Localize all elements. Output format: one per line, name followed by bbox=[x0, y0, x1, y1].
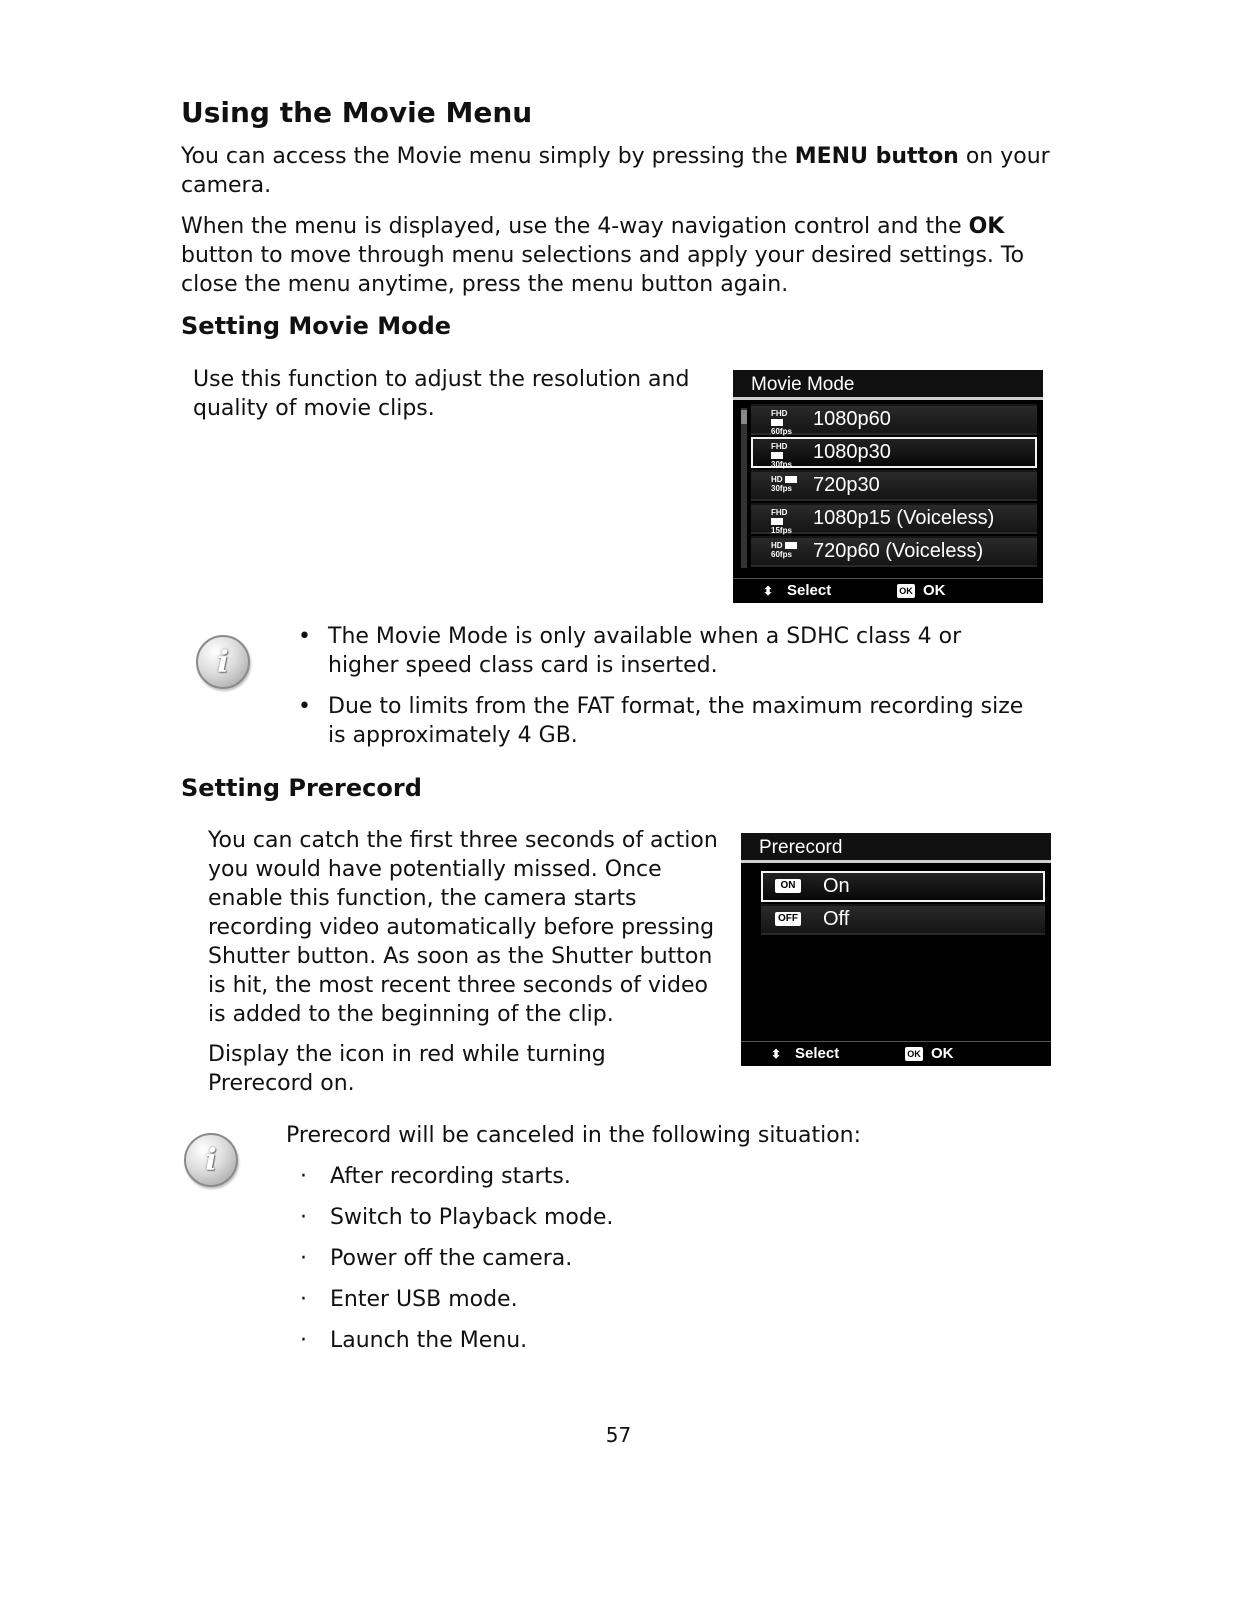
intro-p2-bold: OK bbox=[968, 214, 1005, 239]
movie-mode-item-1080p30[interactable] bbox=[751, 437, 1037, 468]
note-item bbox=[298, 692, 1038, 750]
movie-mode-scrollbar[interactable] bbox=[741, 408, 747, 568]
bullet-icon: • bbox=[298, 694, 311, 719]
note-text: Power off the camera. bbox=[330, 1246, 573, 1271]
prerecord-screen-footer bbox=[741, 1041, 1051, 1066]
note-item bbox=[298, 622, 1038, 680]
up-down-arrows-icon: ⬍ bbox=[763, 584, 774, 598]
footer-ok-label: OK bbox=[931, 1045, 954, 1062]
fhd-15fps-icon: FHD 15fps bbox=[771, 508, 792, 535]
hd-30fps-icon: HD 30fps bbox=[771, 475, 799, 497]
info-icon: i bbox=[196, 635, 250, 689]
prerecord-note-intro: Prerecord will be canceled in the following situation: bbox=[286, 1123, 862, 1148]
movie-mode-item-1080p60[interactable] bbox=[751, 404, 1037, 435]
movie-mode-screen-footer bbox=[733, 578, 1043, 603]
movie-mode-item-720p30[interactable] bbox=[751, 470, 1037, 501]
movie-mode-item-720p60[interactable] bbox=[751, 536, 1037, 567]
note-item bbox=[300, 1326, 1000, 1355]
intro-p2-text: When the menu is displayed, use the 4-way navigation control and the bbox=[181, 214, 969, 239]
footer-select-label: Select bbox=[795, 1045, 840, 1062]
note-item bbox=[300, 1285, 1000, 1314]
prerecord-screen-header: Prerecord bbox=[741, 833, 1051, 863]
intro-p1-text: You can access the Movie menu simply by pressing the bbox=[181, 144, 795, 169]
up-down-arrows-icon: ⬍ bbox=[771, 1047, 782, 1061]
movie-mode-item-label: 1080p15 (Voiceless) bbox=[813, 507, 995, 529]
off-icon: OFF bbox=[775, 912, 801, 926]
note-text: The Movie Mode is only available when a SDHC class 4 or higher speed class card is inserted. bbox=[328, 624, 962, 678]
bullet-icon: • bbox=[298, 624, 311, 649]
info-icon: i bbox=[184, 1133, 238, 1187]
intro-paragraph-2 bbox=[181, 212, 1061, 299]
prerecord-heading: Setting Prerecord bbox=[181, 774, 422, 802]
note-text: Launch the Menu. bbox=[330, 1328, 528, 1353]
movie-mode-list bbox=[751, 404, 1037, 569]
intro-paragraph-1 bbox=[181, 142, 1051, 200]
bullet-icon: · bbox=[300, 1328, 307, 1353]
note-text: Enter USB mode. bbox=[330, 1287, 518, 1312]
movie-mode-notes bbox=[298, 622, 1038, 750]
note-text: After recording starts. bbox=[330, 1164, 571, 1189]
note-item bbox=[300, 1203, 1000, 1232]
movie-mode-item-label: 720p30 bbox=[813, 474, 880, 496]
prerecord-item-label: On bbox=[823, 875, 850, 897]
prerecord-item-off[interactable] bbox=[761, 904, 1045, 935]
prerecord-description: You can catch the first three seconds of action you would have potentially missed. Once enable this function, the camera starts recording video automatically before pressing Shutter button. As soon as the Shutter button is hit, the most recent three seconds of video is added to the beginning of the clip. bbox=[208, 828, 718, 1027]
bullet-icon: · bbox=[300, 1205, 307, 1230]
intro-p2-text-end: button to move through menu selections and apply your desired settings. To close the menu anytime, press the menu button again. bbox=[181, 243, 1025, 297]
footer-ok-label: OK bbox=[923, 582, 946, 599]
movie-mode-item-label: 1080p60 bbox=[813, 408, 891, 430]
on-icon: ON bbox=[775, 879, 801, 893]
movie-mode-item-1080p15[interactable] bbox=[751, 503, 1037, 534]
prerecord-list bbox=[761, 871, 1045, 937]
movie-mode-description: Use this function to adjust the resolution and quality of movie clips. bbox=[193, 367, 690, 421]
prerecord-item-on[interactable] bbox=[761, 871, 1045, 902]
note-item bbox=[300, 1162, 1000, 1191]
hd-60fps-icon: HD 60fps bbox=[771, 541, 799, 563]
movie-mode-screen bbox=[733, 370, 1043, 603]
movie-mode-item-label: 720p60 (Voiceless) bbox=[813, 540, 984, 562]
fhd-30fps-icon: FHD 30fps bbox=[771, 442, 792, 469]
page-number: 57 bbox=[605, 1423, 632, 1447]
note-item bbox=[300, 1244, 1000, 1273]
bullet-icon: · bbox=[300, 1164, 307, 1189]
fhd-60fps-icon: FHD 60fps bbox=[771, 409, 792, 436]
ok-button-icon: OK bbox=[897, 584, 915, 598]
bullet-icon: · bbox=[300, 1287, 307, 1312]
movie-mode-heading: Setting Movie Mode bbox=[181, 312, 452, 340]
intro-p1-bold: MENU button bbox=[794, 144, 959, 169]
footer-select-label: Select bbox=[787, 582, 832, 599]
note-text: Due to limits from the FAT format, the maximum recording size is approximately 4 GB. bbox=[328, 694, 1024, 748]
movie-mode-item-label: 1080p30 bbox=[813, 441, 891, 463]
bullet-icon: · bbox=[300, 1246, 307, 1271]
movie-mode-screen-header: Movie Mode bbox=[733, 370, 1043, 400]
prerecord-item-label: Off bbox=[823, 908, 850, 930]
note-text: Switch to Playback mode. bbox=[330, 1205, 614, 1230]
ok-button-icon: OK bbox=[905, 1047, 923, 1061]
prerecord-screen bbox=[741, 833, 1051, 1066]
page-title: Using the Movie Menu bbox=[181, 96, 533, 129]
intro-p1-text-end: on your camera. bbox=[181, 144, 1050, 198]
prerecord-note-list bbox=[300, 1162, 1000, 1355]
prerecord-description-2: Display the icon in red while turning Prerecord on. bbox=[208, 1042, 606, 1096]
